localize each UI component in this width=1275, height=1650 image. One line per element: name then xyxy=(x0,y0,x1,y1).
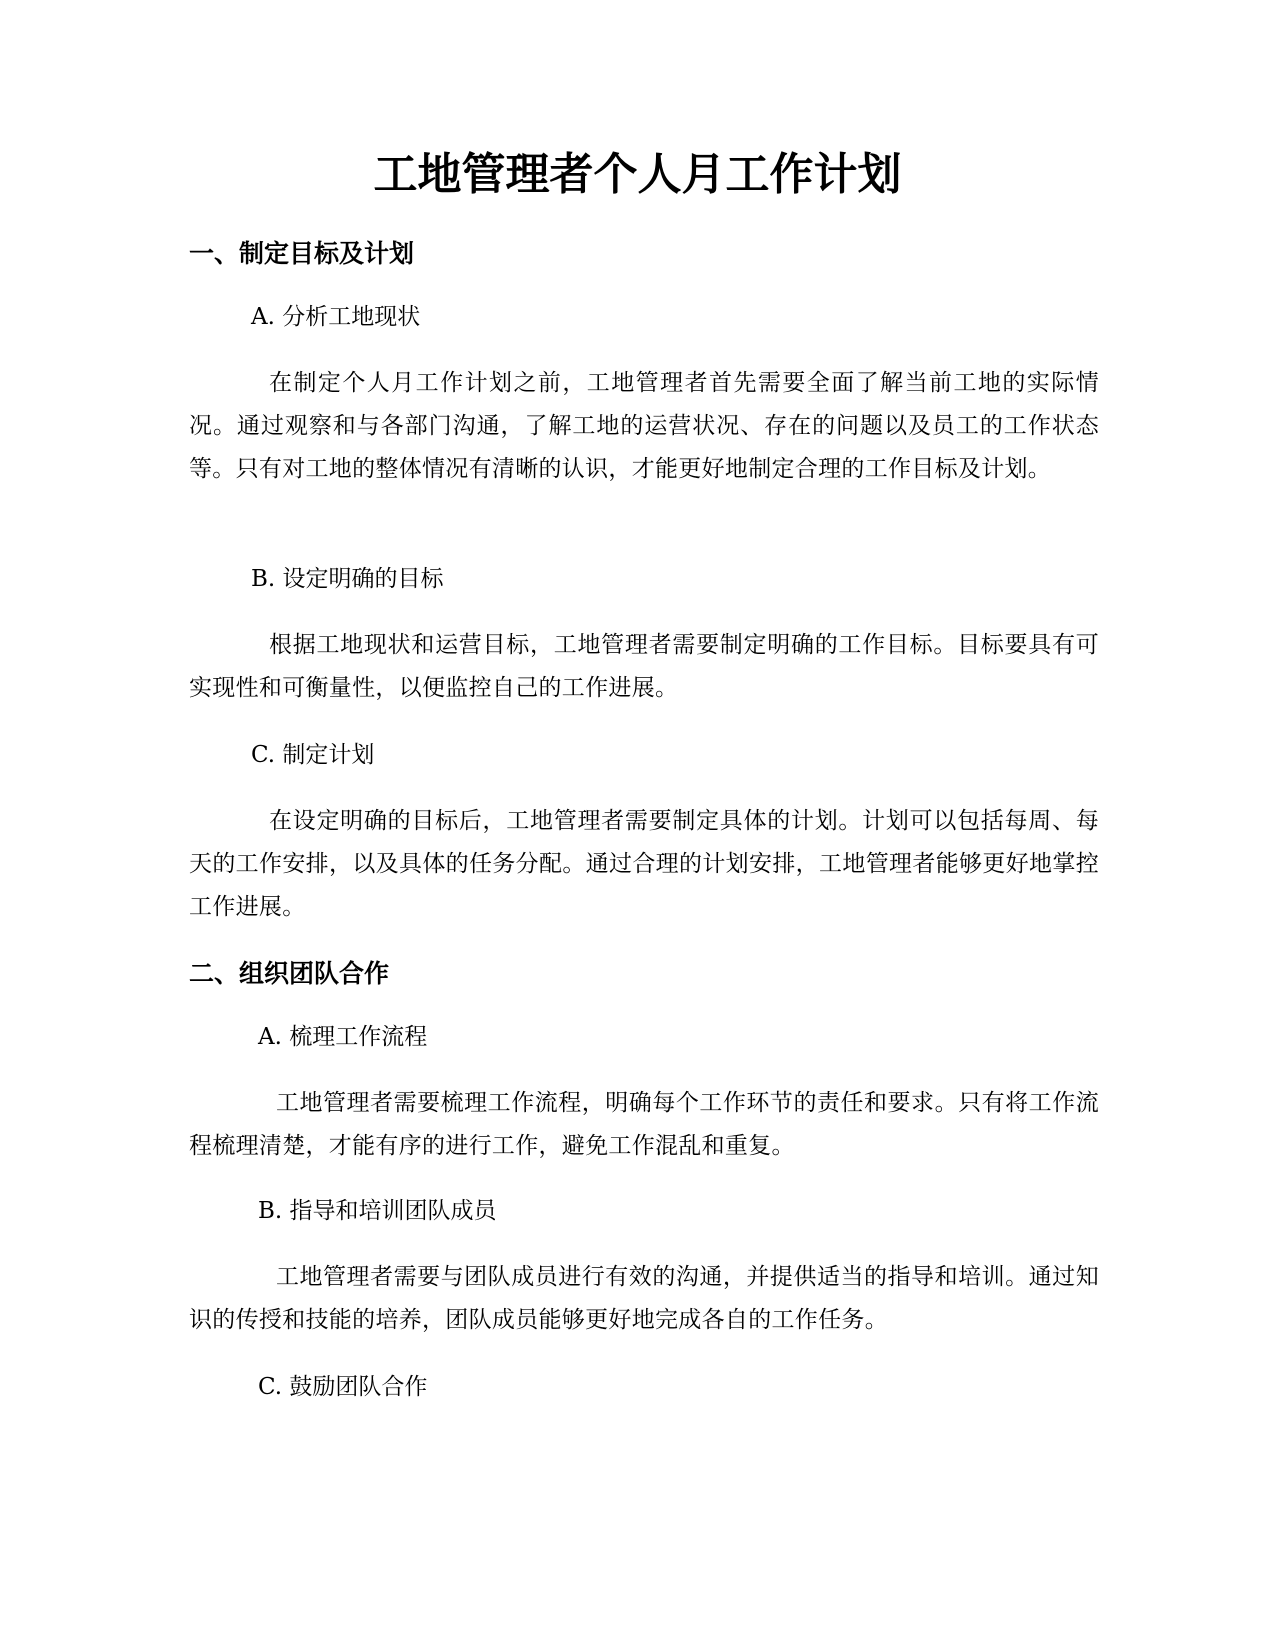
paragraph-1c: 在设定明确的目标后，工地管理者需要制定具体的计划。计划可以包括每周、每天的工作安排，以及具体的任务分配。通过合理的计划安排，工地管理者能够更好地掌控工作进展。 xyxy=(189,808,1099,920)
document-title: 工地管理者个人月工作计划 xyxy=(373,149,902,200)
subsection-label-2a: A. 梳理工作流程 xyxy=(258,1024,428,1050)
section-heading-2: 二、组织团队合作 xyxy=(189,959,390,988)
paragraph-1b: 根据工地现状和运营目标，工地管理者需要制定明确的工作目标。目标要具有可实现性和可衡量性，以便监控自己的工作进展。 xyxy=(189,632,1099,701)
subsection-label-1a: A. 分析工地现状 xyxy=(251,304,421,330)
section-heading-1: 一、制定目标及计划 xyxy=(189,239,415,268)
subsection-label-1b: B. 设定明确的目标 xyxy=(251,566,444,592)
subsection-label-2c: C. 鼓励团队合作 xyxy=(258,1374,428,1400)
paragraph-2b: 工地管理者需要与团队成员进行有效的沟通，并提供适当的指导和培训。通过知识的传授和技能的培养，团队成员能够更好地完成各自的工作任务。 xyxy=(189,1264,1099,1333)
subsection-label-2b: B. 指导和培训团队成员 xyxy=(258,1198,497,1224)
subsection-label-1c: C. 制定计划 xyxy=(251,742,375,768)
paragraph-1a: 在制定个人月工作计划之前，工地管理者首先需要全面了解当前工地的实际情况。通过观察和与各部门沟通，了解工地的运营状况、存在的问题以及员工的工作状态等。只有对工地的整体情况有清晰的认识，才能更好地制定合理的工作目标及计划。 xyxy=(189,370,1099,482)
paragraph-2a: 工地管理者需要梳理工作流程，明确每个工作环节的责任和要求。只有将工作流程梳理清楚，才能有序的进行工作，避免工作混乱和重复。 xyxy=(189,1090,1099,1159)
